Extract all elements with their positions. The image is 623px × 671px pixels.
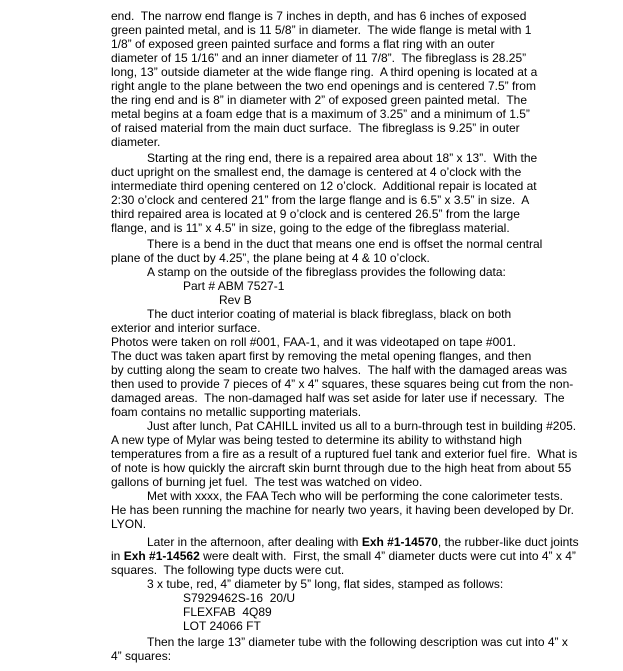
text-segment: 3 x tube, red, 4” diameter by 5” long, flat sides, stamped as follows: — [147, 577, 504, 591]
text-line — [111, 448, 577, 461]
text-line — [111, 378, 573, 391]
text-line — [111, 350, 531, 363]
text-line — [111, 518, 146, 531]
text-segment: The duct was taken apart first by removing the metal opening flanges, and then — [111, 349, 532, 363]
text-segment: plane of the duct by 4.25”, the plane being at 4 & 10 o’clock. — [111, 251, 430, 265]
text-line — [183, 592, 295, 605]
text-line — [111, 222, 510, 235]
text-segment: 4” squares: — [111, 649, 172, 663]
text-segment: temperatures from a fire as a result of a ruptured fuel tank and exterior fuel fire. What is — [111, 447, 578, 461]
text-segment: LYON. — [111, 517, 147, 531]
text-line — [111, 406, 361, 419]
text-segment: of raised material from the main duct surface. The fibreglass is 9.25” in outer — [111, 121, 520, 135]
text-segment: Met with xxxx, the FAA Tech who will be performing the cone calorimeter tests. — [147, 489, 563, 503]
text-line — [111, 94, 527, 107]
text-line — [147, 152, 537, 165]
text-line — [111, 122, 520, 135]
text-line — [183, 620, 261, 633]
text-line — [111, 208, 520, 221]
text-line — [147, 578, 503, 591]
text-segment: flange, and is 11” x 4.5” in size, going to the edge of the fibreglass material. — [111, 221, 510, 235]
text-segment: Starting at the ring end, there is a repaired area about 18” x 13”. With the — [147, 151, 538, 165]
text-line — [111, 108, 530, 121]
text-line — [111, 180, 537, 193]
text-line — [111, 52, 526, 65]
text-segment: squares. The following type ducts were cut. — [111, 563, 345, 577]
text-line — [111, 564, 344, 577]
text-line — [111, 550, 576, 563]
text-line — [147, 238, 542, 251]
text-segment: third repaired area is located at 9 o’clock and is centered 26.5” from the large — [111, 207, 520, 221]
text-segment: gallons of burning jet fuel. The test was watched on video. — [111, 475, 423, 489]
exhibit-reference: Exh #1-14562 — [123, 549, 200, 563]
text-segment: of note is how quickly the aircraft skin burnt through due to the high heat from about 55 — [111, 461, 572, 475]
text-segment: , the rubber-like duct joints — [437, 535, 579, 549]
text-segment: exterior and interior surface. — [111, 321, 261, 335]
text-segment: A stamp on the outside of the fibreglass provides the following data: — [147, 265, 506, 279]
text-segment: the ring end and is 8” in diameter with 2” of exposed green painted metal. The — [111, 93, 528, 107]
text-segment: intermediate third opening centered on 12 o’clock. Additional repair is located at — [111, 179, 537, 193]
text-segment: The duct interior coating of material is black fibreglass, black on both — [147, 307, 512, 321]
text-line — [147, 266, 506, 279]
text-line — [111, 650, 171, 663]
text-segment: right angle to the plane between the two end openings and is centered 7.5” from — [111, 79, 536, 93]
text-segment: foam contains no metallic supporting materials. — [111, 405, 362, 419]
text-line — [147, 536, 579, 549]
text-segment: Just after lunch, Pat CAHILL invited us all to a burn-through test in building #205. — [147, 419, 577, 433]
text-line — [111, 476, 422, 489]
text-line — [147, 308, 511, 321]
text-segment: S7929462S-16 20/U — [183, 591, 296, 605]
text-line — [111, 38, 495, 51]
text-line — [111, 24, 531, 37]
text-line — [111, 336, 516, 349]
text-line — [111, 252, 430, 265]
text-segment: damaged areas. The non-damaged half was set aside for later use if necessary. The — [111, 391, 565, 405]
text-segment: diameter. — [111, 135, 161, 149]
text-segment: There is a bend in the duct that means one end is offset the normal central — [147, 237, 543, 251]
text-segment: duct upright on the smallest end, the damage is centered at 4 o’clock with the — [111, 165, 522, 179]
text-segment: metal begins at a foam edge that is a maximum of 3.25” and a minimum of 1.5” — [111, 107, 530, 121]
text-segment: green painted metal, and is 11 5/8” in diameter. The wide flange is metal with 1 — [111, 23, 532, 37]
exhibit-reference: Exh #1-14570 — [361, 535, 438, 549]
text-segment: A new type of Mylar was being tested to determine its ability to withstand high — [111, 433, 522, 447]
text-line — [219, 294, 252, 307]
text-line — [147, 490, 563, 503]
text-line — [111, 392, 565, 405]
text-line — [111, 166, 521, 179]
text-segment: Rev B — [219, 293, 252, 307]
text-line — [111, 462, 571, 475]
text-segment: in — [111, 549, 124, 563]
text-segment: by cutting along the seam to create two halves. The half with the damaged areas was — [111, 363, 568, 377]
text-line — [111, 194, 529, 207]
text-segment: then used to provide 7 pieces of 4” x 4” squares, these squares being cut from the non- — [111, 377, 574, 391]
text-segment: 1/8” of exposed green painted surface and forms a flat ring with an outer — [111, 37, 495, 51]
text-line — [111, 434, 522, 447]
text-segment: diameter of 15 1/16” and an inner diameter of 11 7/8”. The fibreglass is 28.25” — [111, 51, 527, 65]
text-line — [111, 10, 526, 23]
text-line — [111, 322, 260, 335]
text-line — [183, 280, 284, 293]
text-segment: 2:30 o’clock and centered 21” from the large flange and is 6.5” x 3.5” in size. A — [111, 193, 530, 207]
text-segment: end. The narrow end flange is 7 inches in depth, and has 6 inches of exposed — [111, 9, 527, 23]
text-line — [147, 636, 568, 649]
text-segment: Photos were taken on roll #001, FAA-1, and it was videotaped on tape #001. — [111, 335, 516, 349]
text-line — [111, 364, 567, 377]
text-line — [111, 80, 536, 93]
text-segment: Then the large 13” diameter tube with the following description was cut into 4” x — [147, 635, 568, 649]
text-line — [183, 606, 272, 619]
text-segment: Later in the afternoon, after dealing with — [147, 535, 362, 549]
text-line — [111, 66, 537, 79]
text-line — [147, 420, 576, 433]
text-segment: LOT 24066 FT — [183, 619, 261, 633]
text-segment: Part # ABM 7527-1 — [183, 279, 285, 293]
text-line — [111, 136, 160, 149]
text-segment: He has been running the machine for nearly two years, it having been developed by Dr. — [111, 503, 574, 517]
text-line — [111, 504, 574, 517]
text-segment: FLEXFAB 4Q89 — [183, 605, 272, 619]
text-segment: long, 13” outside diameter at the wide flange ring. A third opening is located at a — [111, 65, 538, 79]
text-segment: were dealt with. First, the small 4” diameter ducts were cut into 4” x 4” — [199, 549, 576, 563]
